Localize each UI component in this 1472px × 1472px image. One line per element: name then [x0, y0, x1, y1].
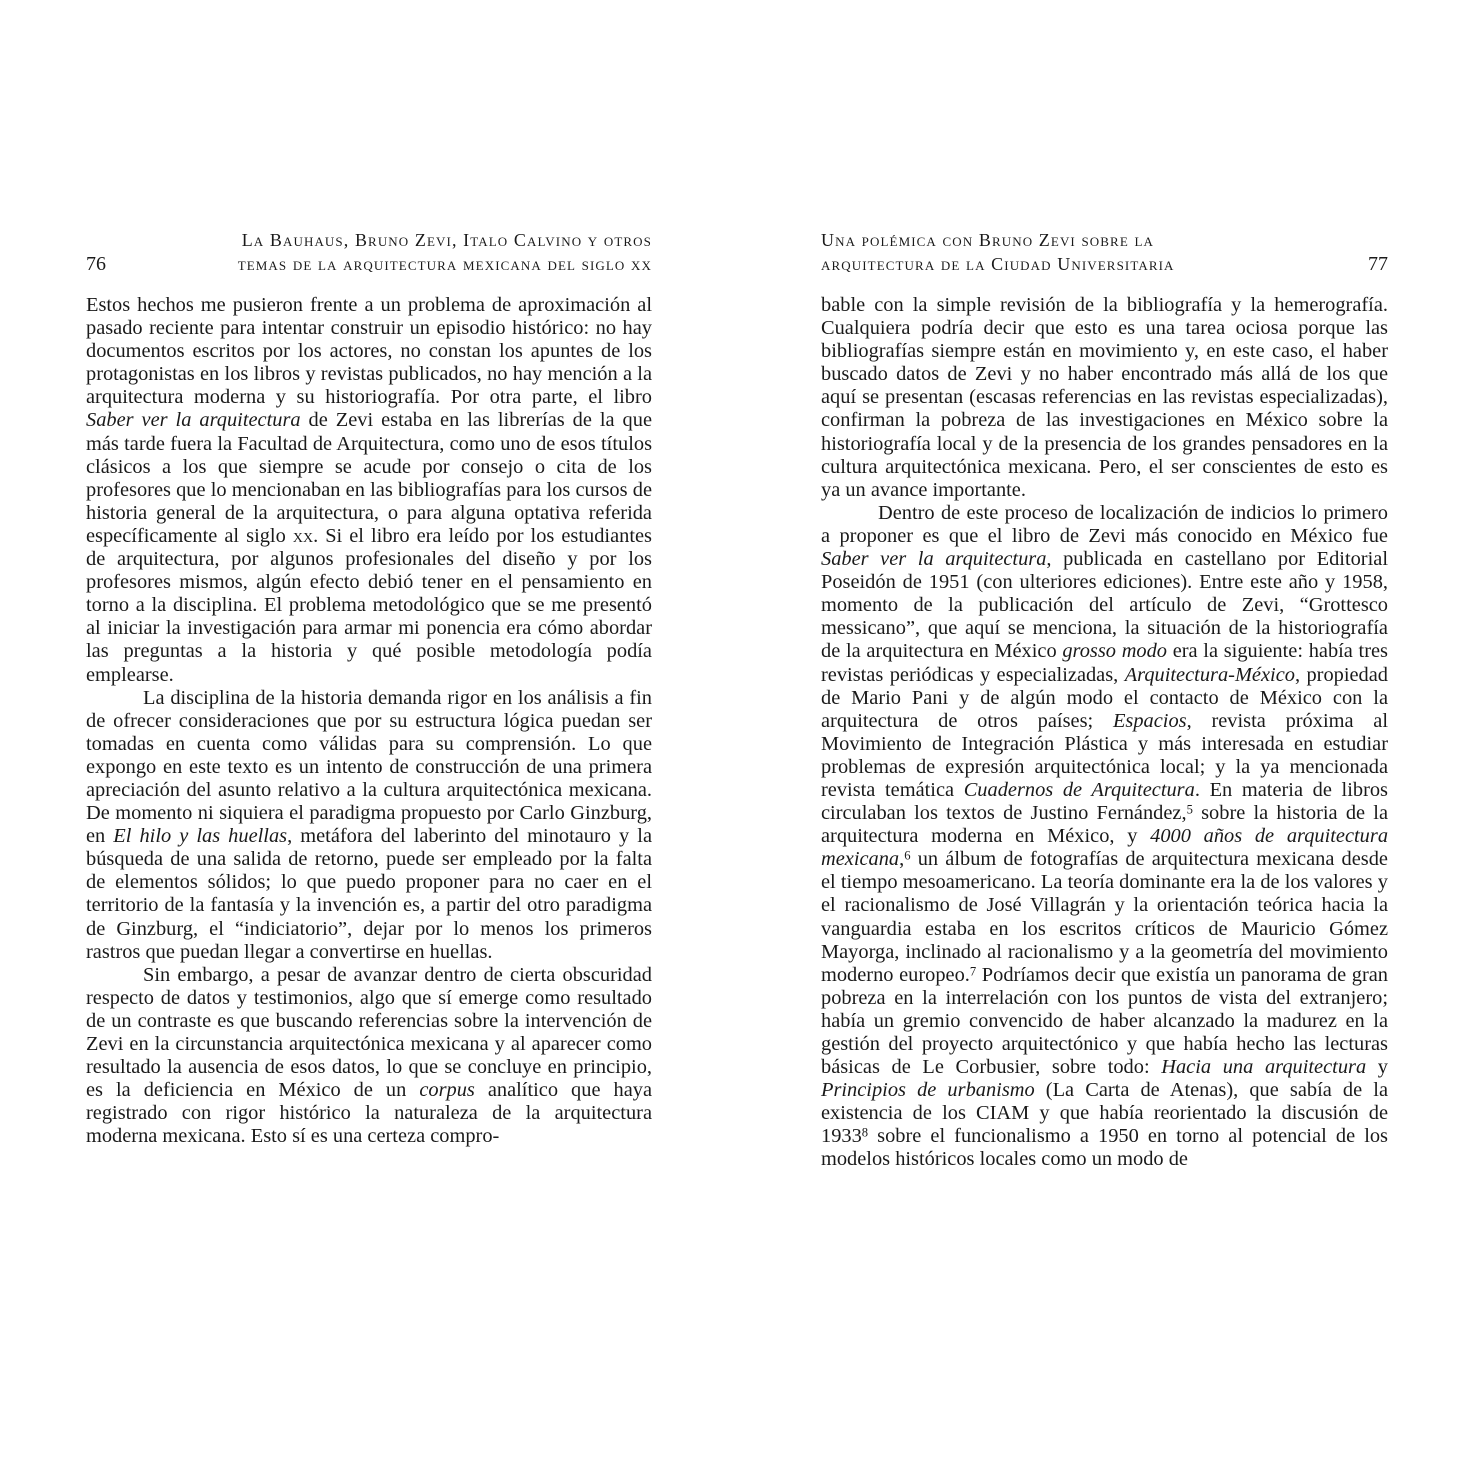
- text-segment: de Zevi estaba en las librerías de la que más tarde fuera la Facultad de Arquitectura, como uno de esos títulos clásicos a los que siempre se acude por consejo o cita de los profesores que lo mencionaban en las bibliografías para los cursos de historia general de la arquitectura, o para alguna optativa referida específicamente al siglo: [86, 409, 652, 547]
- running-head-line: Una polémica con Bruno Zevi sobre la: [821, 230, 1154, 250]
- body-text: [821, 294, 1388, 1172]
- paragraph: [86, 964, 652, 1149]
- text-segment: Estos hechos me pusieron frente a un problema de aproximación al pasado reciente para intentar construir un episodio histórico: no hay documentos escritos por los actores, no constan los apuntes de los protagonistas en los libros y revistas publicados, no hay mención a la arquitectura moderna y su historiografía. Por otra parte, el libro: [86, 294, 652, 409]
- italic-text: 4000 años de arquitectura mexicana: [821, 825, 1389, 871]
- text-segment: (La Carta de Atenas), que sabía de la existencia de los CIAM y que había reorientado la discusión de 1933: [821, 1079, 1388, 1148]
- left-page-header: [86, 228, 652, 276]
- text-segment: xx: [292, 524, 314, 547]
- italic-text: El hilo y las huellas: [113, 825, 288, 848]
- text-segment: La disciplina de la historia demanda rigor en los análisis a fin de ofrecer consideraciones que por su estructura lógica puedan ser tomadas en cuenta como válidas para su comprensión. Lo que expongo en este texto es un intento de construcción de una primera apreciación del asunto relativo a la cultura arquitectónica mexicana. De momento ni siquiera el paradigma propuesto por Carlo Ginzburg, en: [86, 686, 652, 848]
- italic-text: Arquitectura-México: [1124, 663, 1295, 686]
- running-head-line: La Bauhaus, Bruno Zevi, Italo Calvino y otros: [241, 230, 652, 250]
- running-head-line: arquitectura de la Ciudad Universitaria: [821, 254, 1175, 274]
- text-segment: analítico que haya registrado con rigor histórico la naturaleza de la arquitectura moderna mexicana. Esto sí es una certeza compro-: [86, 1079, 652, 1148]
- text-segment: Sin embargo, a pesar de avanzar dentro de cierta obscuridad respecto de datos y testimonios, algo que sí emerge como resultado de un contraste es que buscando referencias sobre la intervención de Zevi en la circunstancia arquitectónica mexicana y al aparecer como resultado la ausencia de esos datos, lo que se concluye en principio, es la deficiencia en México de un: [86, 963, 652, 1102]
- paragraph: [86, 687, 652, 964]
- text-segment: bable con la simple revisión de la bibliografía y la hemerografía. Cualquiera podría decir que esto es una tarea ociosa porque las bibliografías siempre están en movimiento y, en este caso, el haber buscado datos de Zevi y no haber encontrado más allá de los que aquí se presentan (escasas referencias en las revistas especializadas), confirman la pobreza de las investigaciones en México sobre la historiografía local y de la presencia de los grandes pensadores en la cultura arquitectónica mexicana. Pero, el ser conscientes de esto es ya un avance importante.: [821, 294, 1388, 501]
- text-segment: era la siguiente: había tres revistas periódicas y especializadas,: [821, 640, 1388, 686]
- italic-text: corpus: [419, 1079, 475, 1102]
- paragraph: [821, 502, 1388, 1172]
- italic-text: Cuadernos de Arquitectura: [963, 778, 1195, 801]
- text-segment: , revista próxima al Movimiento de Integración Plástica y más interesada en estudiar problemas de expresión arquitectónica local; y la ya mencionada revista temática: [821, 709, 1388, 801]
- text-segment: . En materia de libros circulaban los textos de Justino Fernández,: [821, 778, 1388, 825]
- footnote-ref: 6: [904, 848, 911, 863]
- running-head: [238, 228, 652, 276]
- footnote-ref: 7: [969, 964, 977, 979]
- right-page-header: [821, 228, 1388, 276]
- text-segment: Dentro de este proceso de localización de indicios lo primero a proponer es que el libro de Zevi más conocido en México fue: [821, 501, 1388, 547]
- text-segment: y: [1366, 1056, 1388, 1079]
- page-number: 76: [86, 253, 106, 275]
- paragraph: [86, 294, 652, 687]
- running-head: [821, 228, 1175, 276]
- text-segment: sobre el funcionalismo a 1950 en torno al potencial de los modelos históricos locales como un modo de: [821, 1125, 1388, 1171]
- italic-text: Principios de urbanismo: [821, 1079, 1035, 1102]
- italic-text: Saber ver la arquitectura: [821, 548, 1047, 571]
- footnote-ref: 5: [1186, 802, 1193, 817]
- text-segment: , propiedad de Mario Pani y de algún modo el contacto de México con la arquitectura de otros países;: [821, 663, 1388, 732]
- text-segment: , publicada en castellano por Editorial Poseidón de 1951 (con ulteriores ediciones). Entre este año y 1958, momento de la publicación del artículo de Zevi, “Grottesco messicano”, que aquí se menciona, la situación de la historiografía de la arquitectura en México: [821, 548, 1388, 663]
- text-segment: sobre la historia de la arquitectura moderna en México, y: [821, 802, 1389, 848]
- text-segment: Podríamos decir que existía un panorama de gran pobreza en la interrelación con los puntos de vista del extranjero; había un gremio convencido de haber alcanzado la madurez en la gestión del proyecto arquitectónico y que había hecho las lecturas básicas de Le Corbusier, sobre todo:: [821, 963, 1388, 1079]
- text-segment: , metáfora del laberinto del minotauro y la búsqueda de una salida de retorno, puede ser empleado por la falta de elementos sólidos; lo que puedo proponer para no caer en el territorio de la fantasía y la invención es, a partir del otro paradigma de Ginzburg, el “indiciatorio”, dejar por lo menos los primeros rastros que puedan llegar a convertirse en huellas.: [86, 825, 652, 963]
- text-segment: ,: [899, 848, 905, 871]
- italic-text: grosso modo: [1062, 640, 1168, 663]
- body-text: [86, 294, 652, 1148]
- footnote-ref: 8: [861, 1126, 869, 1141]
- running-head-line: temas de la arquitectura mexicana del siglo xx: [237, 254, 652, 274]
- italic-text: Saber ver la arquitectura: [86, 409, 301, 432]
- italic-text: Espacios: [1112, 709, 1187, 732]
- italic-text: Hacia una arquitectura: [1161, 1056, 1367, 1079]
- text-segment: un álbum de fotografías de arquitectura mexicana desde el tiempo mesoamericano. La teoría dominante era la de los valores y el racionalismo de José Villagrán y la orientación teórica hacia la vanguardia estaba en los escritos críticos de Mauricio Gómez Mayorga, inclinado al racionalismo y a la geometría del movimiento moderno europeo.: [821, 848, 1388, 986]
- text-segment: . Si el libro era leído por los estudiantes de arquitectura, por algunos profesionales del diseño y por los profesores mismos, algún efecto debió tener en el pensamiento en torno a la disciplina. El problema metodológico que se me presentó al iniciar la investigación para armar mi ponencia era cómo abordar las preguntas a la historia y qué posible metodología podía emplearse.: [86, 524, 652, 686]
- paragraph: [821, 294, 1388, 502]
- page-number: 77: [1368, 253, 1388, 275]
